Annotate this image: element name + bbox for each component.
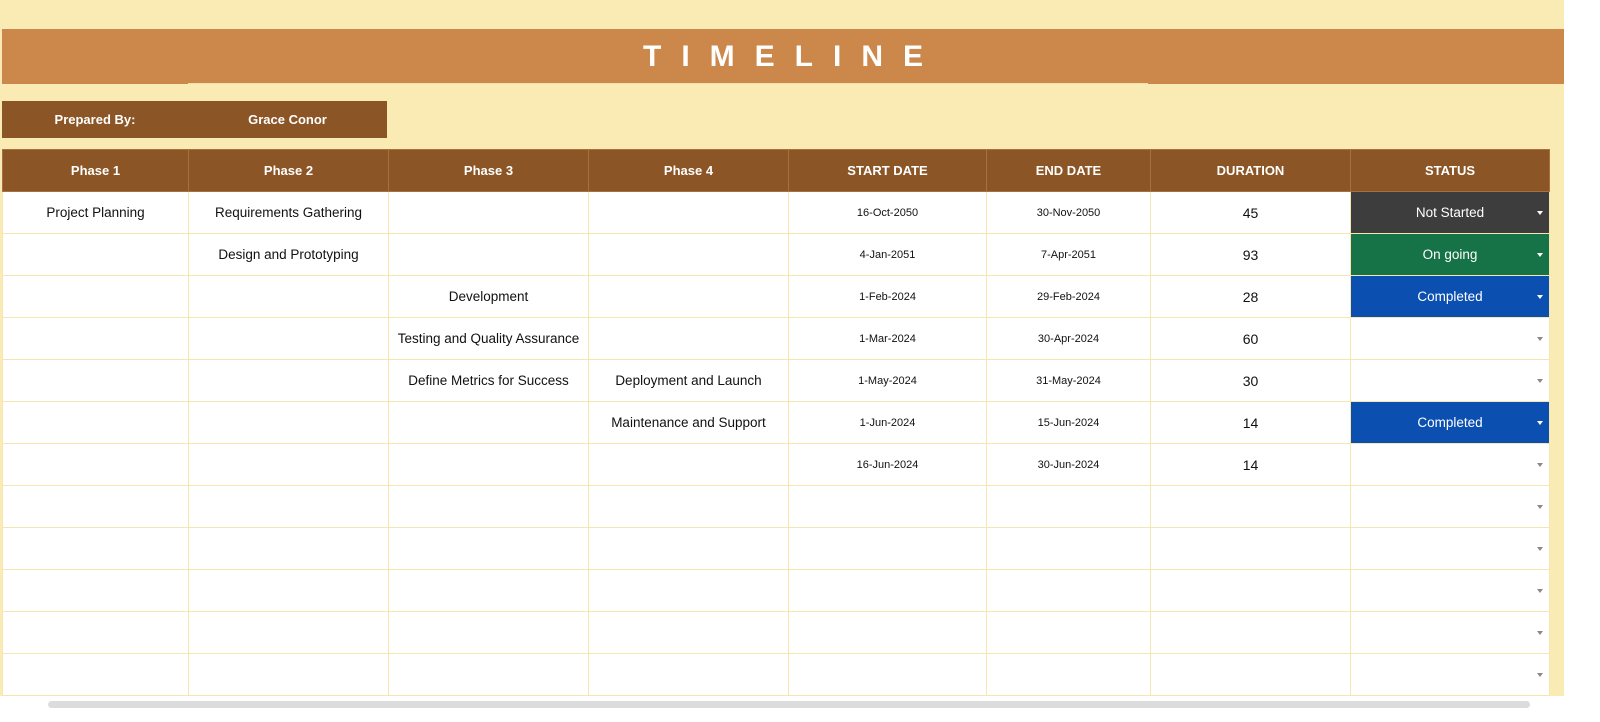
header-end-date[interactable]: END DATE	[987, 150, 1151, 192]
status-value: Not Started	[1415, 205, 1485, 220]
phase-4-cell[interactable]	[589, 654, 789, 696]
phase-3-cell[interactable]	[389, 486, 589, 528]
page-title: TIMELINE	[643, 39, 943, 73]
status-dropdown[interactable]	[1351, 318, 1550, 360]
end-date-cell[interactable]: 15-Jun-2024	[987, 402, 1151, 444]
status-dropdown[interactable]	[1351, 402, 1550, 444]
phase-4-cell[interactable]	[589, 192, 789, 234]
table-row	[3, 486, 1550, 528]
table-row	[3, 318, 1550, 360]
phase-1-cell[interactable]	[3, 444, 189, 486]
phase-3-cell[interactable]	[389, 402, 589, 444]
phase-1-cell[interactable]	[3, 360, 189, 402]
phase-2-cell[interactable]: Design and Prototyping	[189, 234, 389, 276]
end-date-cell[interactable]: 29-Feb-2024	[987, 276, 1151, 318]
phase-2-cell[interactable]	[189, 360, 389, 402]
chevron-down-icon[interactable]	[1537, 253, 1543, 257]
phase-4-cell[interactable]: Deployment and Launch	[589, 360, 789, 402]
status-dropdown[interactable]	[1351, 486, 1550, 528]
phase-4-cell[interactable]	[589, 528, 789, 570]
duration-cell[interactable]: 93	[1151, 234, 1351, 276]
start-date-cell[interactable]: 1-Mar-2024	[789, 318, 987, 360]
phase-2-cell[interactable]	[189, 444, 389, 486]
phase-4-cell[interactable]	[589, 570, 789, 612]
chevron-down-icon[interactable]	[1537, 631, 1543, 635]
right-margin	[1564, 0, 1600, 722]
bottom-margin	[0, 696, 1600, 722]
start-date-cell[interactable]	[789, 654, 987, 696]
phase-2-cell[interactable]	[189, 612, 389, 654]
phase-4-cell[interactable]: Maintenance and Support	[589, 402, 789, 444]
duration-cell[interactable]: 14	[1151, 444, 1351, 486]
end-date-cell[interactable]	[987, 612, 1151, 654]
phase-3-cell[interactable]	[389, 654, 589, 696]
table-row	[3, 276, 1550, 318]
end-date-cell[interactable]: 30-Jun-2024	[987, 444, 1151, 486]
end-date-cell[interactable]	[987, 528, 1151, 570]
status-dropdown[interactable]	[1351, 192, 1550, 234]
chevron-down-icon[interactable]	[1537, 673, 1543, 677]
duration-cell[interactable]: 14	[1151, 402, 1351, 444]
chevron-down-icon[interactable]	[1537, 547, 1543, 551]
phase-1-cell[interactable]	[3, 486, 189, 528]
phase-1-cell[interactable]	[3, 318, 189, 360]
header-start-date[interactable]: START DATE	[789, 150, 987, 192]
table-row	[3, 654, 1550, 696]
status-value: On going	[1422, 247, 1478, 262]
phase-3-cell[interactable]	[389, 570, 589, 612]
table-row	[3, 528, 1550, 570]
phase-4-cell[interactable]	[589, 318, 789, 360]
phase-1-cell[interactable]	[3, 402, 189, 444]
start-date-cell[interactable]: 4-Jan-2051	[789, 234, 987, 276]
header-phase-2[interactable]: Phase 2	[189, 150, 389, 192]
header-phase-1[interactable]: Phase 1	[3, 150, 189, 192]
phase-2-cell[interactable]: Requirements Gathering	[189, 192, 389, 234]
phase-3-cell[interactable]	[389, 612, 589, 654]
table-row	[3, 570, 1550, 612]
phase-4-cell[interactable]	[589, 486, 789, 528]
chevron-down-icon[interactable]	[1537, 505, 1543, 509]
status-dropdown[interactable]	[1351, 234, 1550, 276]
prepared-by-value[interactable]: Grace Conor	[248, 112, 327, 127]
timeline-title-bar	[2, 29, 1564, 84]
status-dropdown[interactable]	[1351, 444, 1550, 486]
chevron-down-icon[interactable]	[1537, 337, 1543, 341]
status-dropdown[interactable]	[1351, 612, 1550, 654]
title-divider	[188, 83, 1148, 84]
chevron-down-icon[interactable]	[1537, 211, 1543, 215]
phase-2-cell[interactable]	[189, 276, 389, 318]
phase-3-cell[interactable]	[389, 528, 589, 570]
phase-4-cell[interactable]	[589, 234, 789, 276]
header-row	[3, 150, 1550, 192]
phase-2-cell[interactable]	[189, 654, 389, 696]
table-row	[3, 234, 1550, 276]
duration-cell[interactable]	[1151, 528, 1351, 570]
chevron-down-icon[interactable]	[1537, 295, 1543, 299]
chevron-down-icon[interactable]	[1537, 463, 1543, 467]
phase-1-cell[interactable]: Project Planning	[3, 192, 189, 234]
phase-3-cell[interactable]: Testing and Quality Assurance	[389, 318, 589, 360]
start-date-cell[interactable]	[789, 528, 987, 570]
start-date-cell[interactable]: 1-Jun-2024	[789, 402, 987, 444]
phase-3-cell[interactable]	[389, 234, 589, 276]
duration-cell[interactable]: 60	[1151, 318, 1351, 360]
horizontal-scrollbar[interactable]	[48, 701, 1530, 708]
end-date-cell[interactable]	[987, 570, 1151, 612]
status-value: Completed	[1417, 289, 1483, 304]
phase-2-cell[interactable]	[189, 402, 389, 444]
status-dropdown[interactable]	[1351, 528, 1550, 570]
duration-cell[interactable]	[1151, 612, 1351, 654]
end-date-cell[interactable]	[987, 486, 1151, 528]
start-date-cell[interactable]	[789, 570, 987, 612]
chevron-down-icon[interactable]	[1537, 421, 1543, 425]
phase-2-cell[interactable]	[189, 318, 389, 360]
start-date-cell[interactable]: 16-Oct-2050	[789, 192, 987, 234]
duration-cell[interactable]	[1151, 486, 1351, 528]
phase-2-cell[interactable]	[189, 528, 389, 570]
phase-4-cell[interactable]	[589, 444, 789, 486]
start-date-cell[interactable]: 1-Feb-2024	[789, 276, 987, 318]
phase-1-cell[interactable]	[3, 612, 189, 654]
header-phase-3[interactable]: Phase 3	[389, 150, 589, 192]
end-date-cell[interactable]: 30-Nov-2050	[987, 192, 1151, 234]
start-date-cell[interactable]	[789, 486, 987, 528]
chevron-down-icon[interactable]	[1537, 589, 1543, 593]
prepared-by-box	[2, 101, 387, 138]
phase-1-cell[interactable]	[3, 570, 189, 612]
phase-1-cell[interactable]	[3, 276, 189, 318]
phase-1-cell[interactable]	[3, 234, 189, 276]
table-row	[3, 444, 1550, 486]
phase-3-cell[interactable]: Development	[389, 276, 589, 318]
end-date-cell[interactable]: 30-Apr-2024	[987, 318, 1151, 360]
phase-3-cell[interactable]	[389, 192, 589, 234]
header-duration[interactable]: DURATION	[1151, 150, 1351, 192]
end-date-cell[interactable]	[987, 654, 1151, 696]
status-dropdown[interactable]	[1351, 570, 1550, 612]
duration-cell[interactable]	[1151, 570, 1351, 612]
start-date-cell[interactable]: 16-Jun-2024	[789, 444, 987, 486]
phase-2-cell[interactable]	[189, 570, 389, 612]
phase-2-cell[interactable]	[189, 486, 389, 528]
phase-1-cell[interactable]	[3, 528, 189, 570]
phase-3-cell[interactable]	[389, 444, 589, 486]
duration-cell[interactable]: 30	[1151, 360, 1351, 402]
phase-4-cell[interactable]	[589, 276, 789, 318]
start-date-cell[interactable]: 1-May-2024	[789, 360, 987, 402]
header-status[interactable]: STATUS	[1351, 150, 1550, 192]
header-phase-4[interactable]: Phase 4	[589, 150, 789, 192]
table-row	[3, 360, 1550, 402]
start-date-cell[interactable]	[789, 612, 987, 654]
chevron-down-icon[interactable]	[1537, 379, 1543, 383]
end-date-cell[interactable]: 7-Apr-2051	[987, 234, 1151, 276]
phase-1-cell[interactable]	[3, 654, 189, 696]
table-row	[3, 192, 1550, 234]
status-value: Completed	[1417, 415, 1483, 430]
table-row	[3, 612, 1550, 654]
status-dropdown[interactable]	[1351, 360, 1550, 402]
duration-cell[interactable]: 28	[1151, 276, 1351, 318]
duration-cell[interactable]: 45	[1151, 192, 1351, 234]
phase-4-cell[interactable]	[589, 612, 789, 654]
duration-cell[interactable]	[1151, 654, 1351, 696]
end-date-cell[interactable]: 31-May-2024	[987, 360, 1151, 402]
table-row	[3, 402, 1550, 444]
timeline-table	[2, 149, 1550, 722]
status-dropdown[interactable]	[1351, 654, 1550, 696]
prepared-by-label: Prepared By:	[54, 112, 136, 127]
phase-3-cell[interactable]: Define Metrics for Success	[389, 360, 589, 402]
status-dropdown[interactable]	[1351, 276, 1550, 318]
